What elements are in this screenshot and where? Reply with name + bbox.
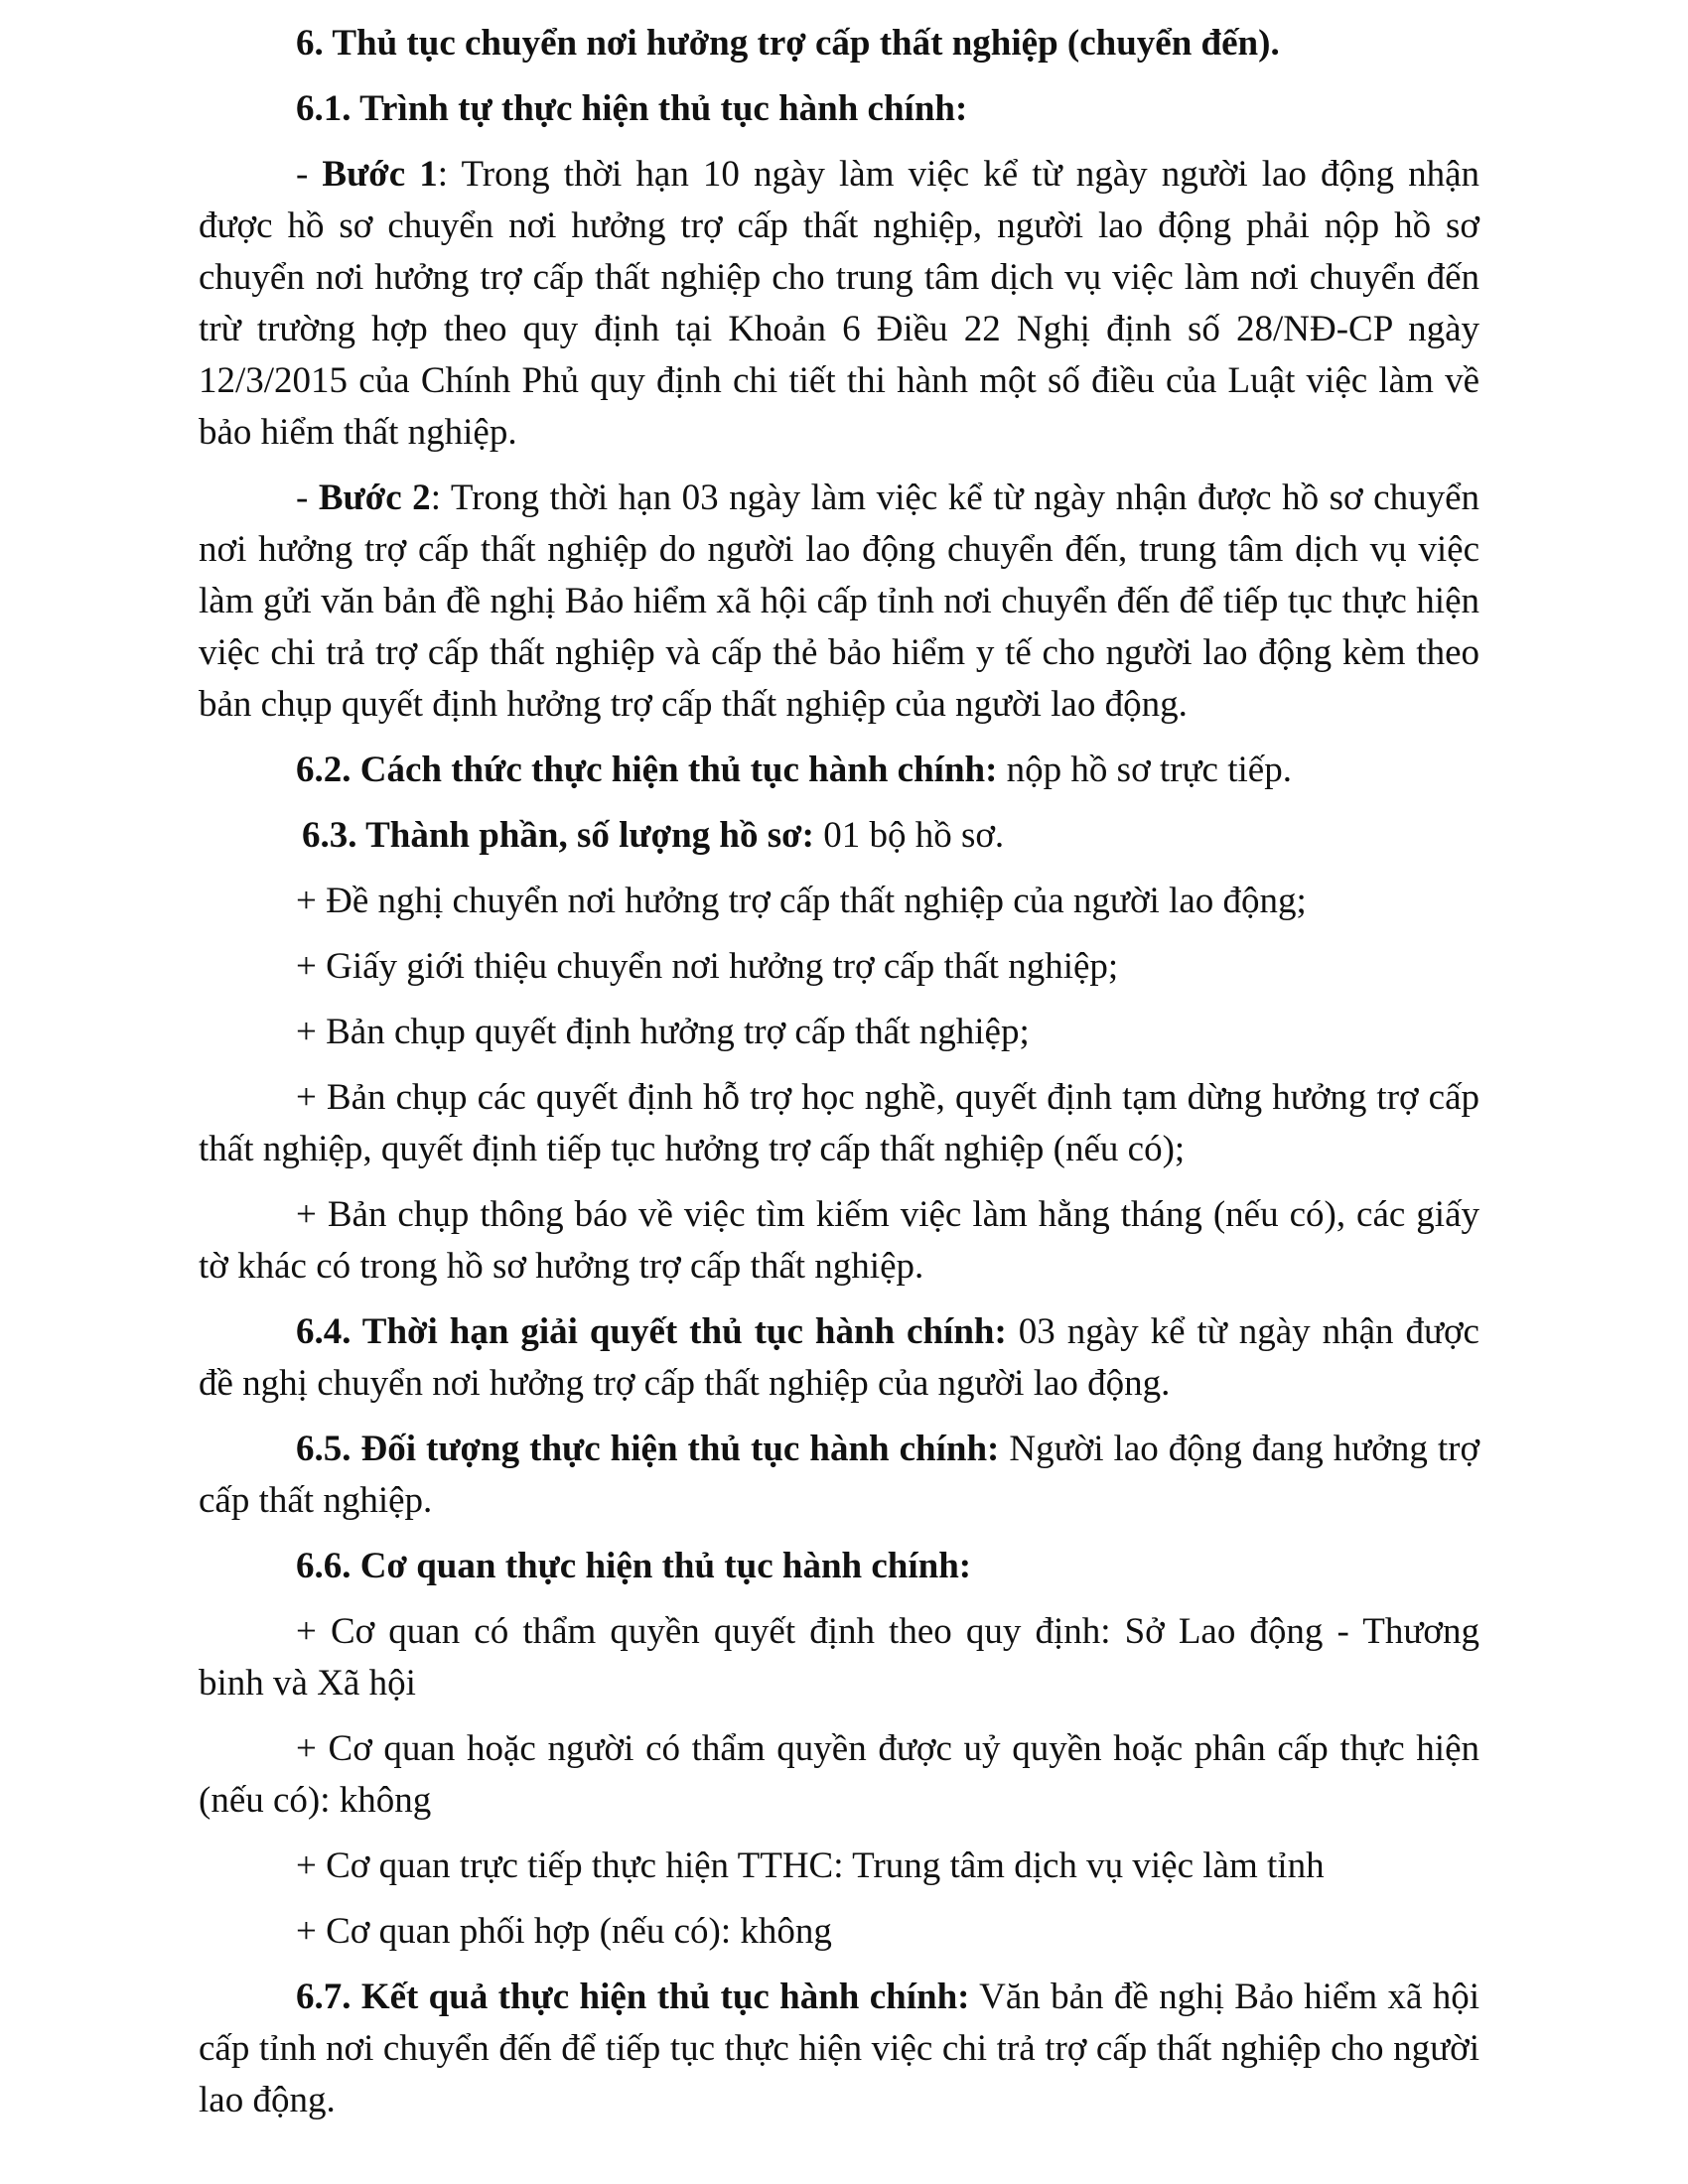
section-6-6-heading (199, 1541, 1479, 1592)
section-6-4 (199, 1306, 1479, 1410)
list-item: + Bản chụp quyết định hưởng trợ cấp thất nghiệp; (296, 1012, 1030, 1052)
section-6-1-heading (199, 83, 1479, 135)
list-item: + Cơ quan hoặc người có thẩm quyền được uỷ quyền hoặc phân cấp thực hiện (nếu có): không (199, 1728, 1479, 1821)
section-6-4-heading: 6.4. Thời hạn giải quyết thủ tục hành chính: (296, 1311, 1007, 1352)
section-6-5-heading: 6.5. Đối tượng thực hiện thủ tục hành chính: (296, 1429, 1000, 1469)
list-item: + Giấy giới thiệu chuyển nơi hưởng trợ cấp thất nghiệp; (296, 946, 1119, 987)
step-1-text: : Trong thời hạn 10 ngày làm việc kể từ ngày người lao động nhận được hồ sơ chuyển nơi hưởng trợ cấp thất nghiệp, người lao động phải nộp hồ sơ chuyển nơi hưởng trợ cấp thất nghiệp cho trung tâm dịch vụ việc làm nơi chuyển đến trừ trường hợp theo quy định tại Khoản 6 Điều 22 Nghị định số 28/NĐ-CP ngày 12/3/2015 của Chính Phủ quy định chi tiết thi hành một số điều của Luật việc làm về bảo hiểm thất nghiệp. (199, 154, 1479, 453)
list-item: + Cơ quan trực tiếp thực hiện TTHC: Trung tâm dịch vụ việc làm tỉnh (296, 1845, 1325, 1886)
step-1-label: Bước 1 (322, 154, 438, 195)
step-1-paragraph (199, 149, 1479, 459)
section-6-5 (199, 1424, 1479, 1527)
step-2-text: : Trong thời hạn 03 ngày làm việc kể từ ngày nhận được hồ sơ chuyển nơi hưởng trợ cấp thất nghiệp do người lao động chuyển đến, trung tâm dịch vụ việc làm gửi văn bản đề nghị Bảo hiểm xã hội cấp tỉnh nơi chuyển đến để tiếp tục thực hiện việc chi trả trợ cấp thất nghiệp và cấp thẻ bảo hiểm y tế cho người lao động kèm theo bản chụp quyết định hưởng trợ cấp thất nghiệp của người lao động. (199, 478, 1479, 725)
section-6-4-text: 03 ngày kể từ ngày nhận được đề nghị chuyển nơi hưởng trợ cấp thất nghiệp của người lao động. (199, 1311, 1479, 1404)
list-item: + Cơ quan có thẩm quyền quyết định theo quy định: Sở Lao động - Thương binh và Xã hội (199, 1611, 1479, 1704)
list-item: + Bản chụp các quyết định hỗ trợ học nghề, quyết định tạm dừng hưởng trợ cấp thất nghiệp, quyết định tiếp tục hưởng trợ cấp thất nghiệp (nếu có); (199, 1077, 1479, 1169)
step-2-prefix: - (296, 478, 319, 518)
step-1-prefix: - (296, 154, 323, 195)
document-page (199, 18, 1479, 2140)
list-item: + Bản chụp thông báo về việc tìm kiếm việc làm hằng tháng (nếu có), các giấy tờ khác có trong hồ sơ hưởng trợ cấp thất nghiệp. (199, 1194, 1479, 1287)
section-6-7-heading: 6.7. Kết quả thực hiện thủ tục hành chính: (296, 1977, 970, 2017)
document-title (199, 18, 1479, 69)
section-6-5-text: Người lao động đang hưởng trợ cấp thất nghiệp. (199, 1429, 1480, 1521)
section-6-7 (199, 1972, 1479, 2126)
step-2-paragraph (199, 473, 1479, 731)
section-6-2-heading: 6.2. Cách thức thực hiện thủ tục hành chính: (296, 750, 998, 790)
section-6-3-heading: 6.3. Thành phần, số lượng hồ sơ: (302, 815, 814, 856)
section-6-1-heading-text: 6.1. Trình tự thực hiện thủ tục hành chính: (296, 88, 968, 129)
section-6-3-text: 01 bộ hồ sơ. (813, 815, 1005, 856)
section-6-2-text: nộp hồ sơ trực tiếp. (997, 750, 1292, 790)
title-text: 6. Thủ tục chuyển nơi hưởng trợ cấp thất nghiệp (chuyển đến). (296, 23, 1280, 64)
list-item: + Cơ quan phối hợp (nếu có): không (296, 1911, 832, 1952)
section-6-2 (199, 745, 1479, 796)
step-2-label: Bước 2 (318, 478, 431, 518)
section-6-7-text: Văn bản đề nghị Bảo hiểm xã hội cấp tỉnh nơi chuyển đến để tiếp tục thực hiện việc chi trả trợ cấp thất nghiệp cho người lao động. (199, 1977, 1479, 2120)
section-6-6-heading-text: 6.6. Cơ quan thực hiện thủ tục hành chính: (296, 1546, 972, 1586)
list-item: + Đề nghị chuyển nơi hưởng trợ cấp thất nghiệp của người lao động; (296, 881, 1307, 921)
section-6-3 (199, 810, 1479, 862)
